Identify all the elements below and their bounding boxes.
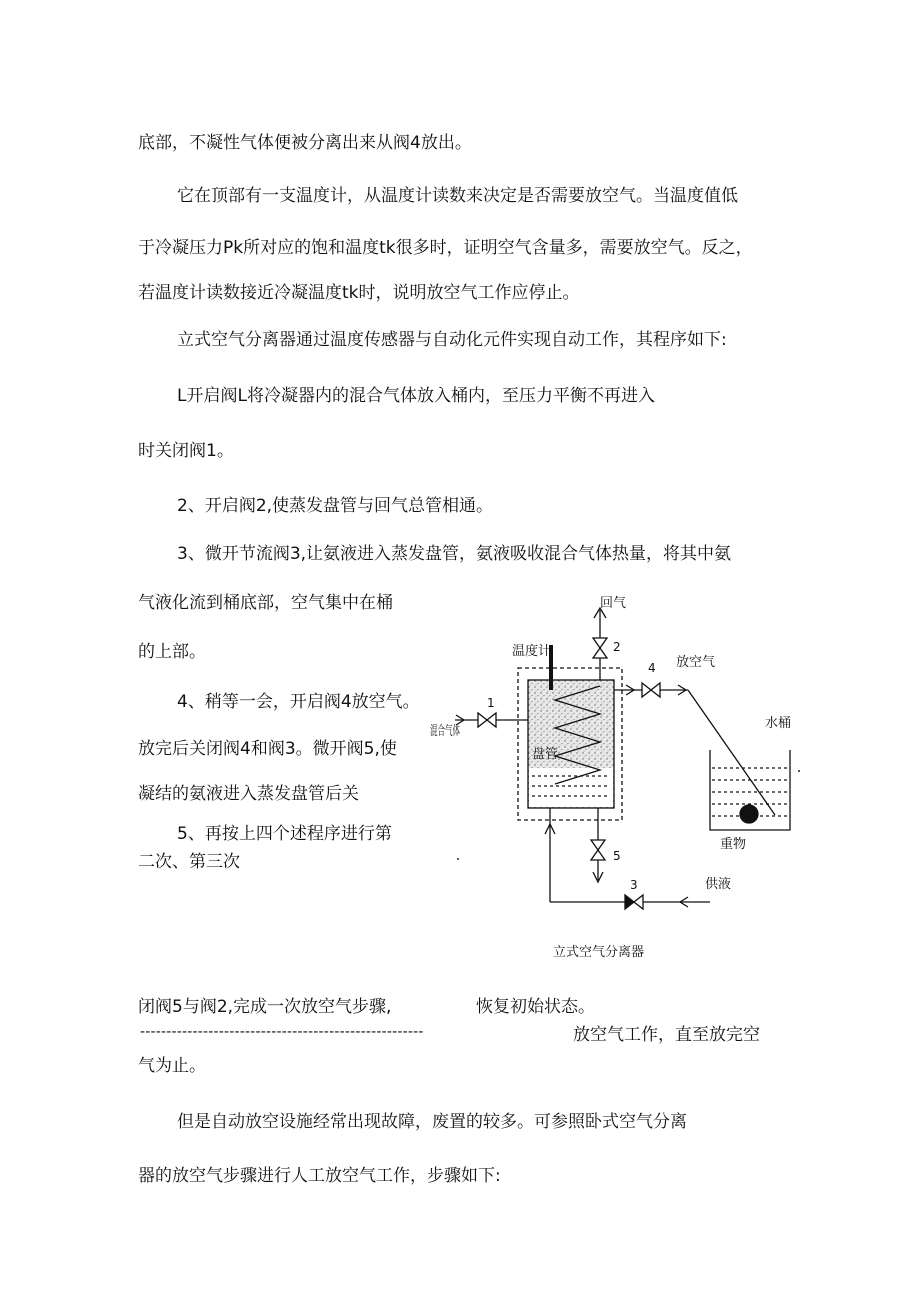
text-line-17: 闭阀5与阀2,完成一次放空气步骤,	[138, 997, 392, 1017]
text-line-9: 3、微开节流阀3,让氨液进入蒸发盘管，氨液吸收混合气体热量，将其中氨	[177, 544, 732, 564]
label-thermometer: 温度计	[512, 644, 552, 659]
dash-separator: ------------------------------------------------------	[140, 1024, 424, 1040]
label-supply: 供液	[705, 877, 732, 892]
separator-diagram	[420, 590, 820, 930]
label-bucket: 水桶	[765, 716, 792, 731]
text-line-16: 二次、第三次	[138, 852, 240, 872]
label-valve-4: 4	[648, 661, 656, 675]
text-line-13: 放完后关闭阀4和阀3。微开阀5,使	[138, 739, 397, 759]
text-line-7: 时关闭阀1。	[138, 441, 234, 461]
text-line-11: 的上部。	[138, 642, 206, 662]
figure-caption: 立式空气分离器	[553, 945, 645, 960]
text-line-15: 5、再按上四个述程序进行第	[177, 824, 392, 844]
valve-4-icon	[642, 683, 651, 697]
label-coil: 盘管	[532, 747, 559, 762]
text-line-2: 它在顶部有一支温度计，从温度计读数来决定是否需要放空气。当温度值低	[177, 186, 738, 206]
valve-2-icon	[593, 638, 607, 648]
label-return-gas: 回气	[600, 596, 627, 611]
text-line-4: 若温度计读数接近冷凝温度tk时，说明放空气工作应停止。	[138, 283, 580, 303]
text-line-3: 于冷凝压力Pk所对应的饱和温度tk很多时，证明空气含量多，需要放空气。反之，	[138, 238, 753, 258]
text-line-22: 器的放空气步骤进行人工放空气工作，步骤如下:	[138, 1166, 501, 1186]
valve-5-icon	[591, 840, 605, 850]
valve-1-icon	[478, 713, 487, 727]
text-line-14: 凝结的氨液进入蒸发盘管后关	[138, 784, 359, 804]
weight-icon	[740, 805, 758, 823]
text-line-1: 底部，不凝性气体便被分离出来从阀4放出。	[138, 133, 472, 153]
label-valve-5: 5	[613, 849, 621, 863]
text-line-10: 气液化流到桶底部，空气集中在桶	[138, 593, 393, 613]
text-line-18: 恢复初始状态。	[476, 997, 595, 1017]
text-line-21: 但是自动放空设施经常出现故障，废置的较多。可参照卧式空气分离	[177, 1112, 687, 1132]
text-line-5: 立式空气分离器通过温度传感器与自动化元件实现自动工作，其程序如下:	[177, 330, 727, 350]
text-line-20: 气为止。	[138, 1056, 206, 1076]
label-weight: 重物	[720, 837, 747, 852]
label-vent: 放空气	[676, 655, 716, 670]
vessel-liquid	[529, 768, 613, 807]
text-line-12: 4、稍等一会，开启阀4放空气。	[177, 692, 420, 712]
text-line-19: 放空气工作，直至放完空	[573, 1025, 760, 1045]
label-valve-3: 3	[630, 878, 638, 892]
text-line-8: 2、开启阀2,使蒸发盘管与回气总管相通。	[177, 496, 494, 516]
label-valve-2: 2	[613, 640, 621, 654]
valve-3-icon	[625, 895, 634, 909]
label-valve-1: 1	[487, 696, 495, 710]
label-mixed-gas: 混合气体	[430, 724, 483, 739]
text-line-6: L开启阀L将冷凝器内的混合气体放入桶内，至压力平衡不再进入	[177, 386, 655, 406]
